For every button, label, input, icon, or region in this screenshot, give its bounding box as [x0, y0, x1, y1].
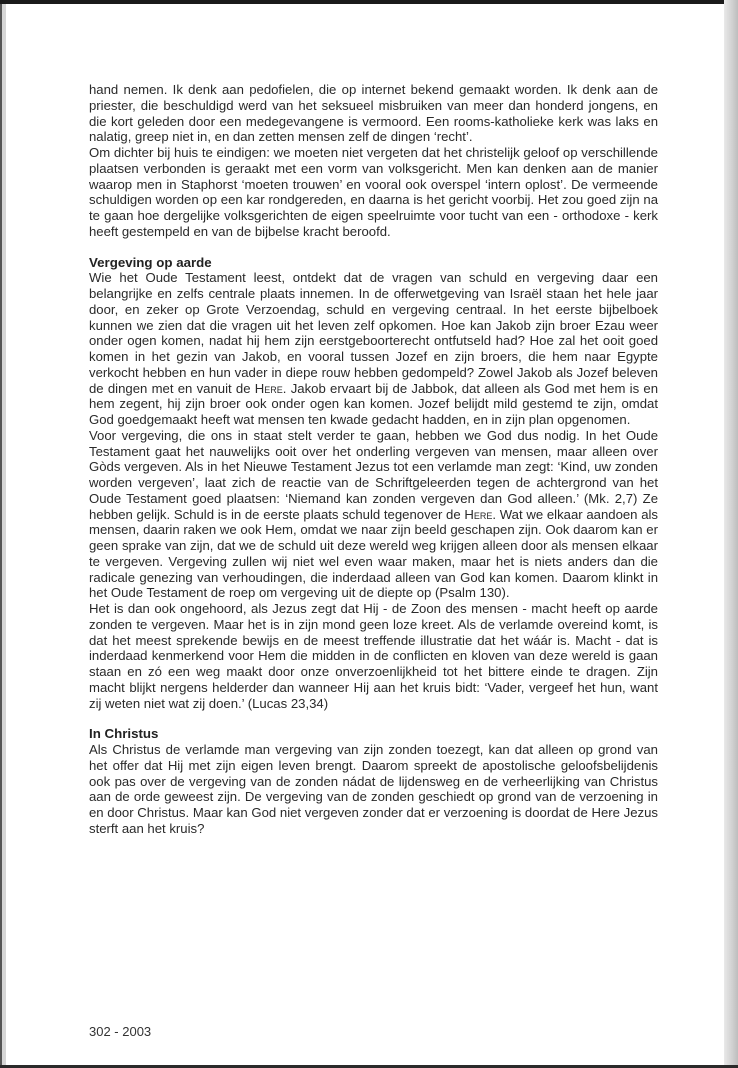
page-body	[89, 82, 658, 837]
scan-edge-left-line	[0, 0, 2, 1068]
scan-edge-right	[724, 0, 738, 1068]
scan-edge-top	[0, 0, 738, 4]
paragraph-volksgericht: Om dichter bij huis te eindigen: we moeten niet vergeten dat het christelijk geloof op verschillende plaatsen verbonden is geraakt met een vorm van volksgericht. Men kan denken aan de manier waarop men in Staphorst ‘moeten trouwen’ en vooral ook overspel ‘intern oplost’. De vermeende schuldigen worden op een kar rondgereden, en daarna is het gericht voorbij. Het zou goed zijn na te gaan hoe dergelijke volksgerichten de eigen speelruimte voor tucht van een - orthodoxe - kerk heeft gestempeld en van de bijbelse kracht beroofd.	[89, 145, 658, 239]
small-caps-here: Here	[464, 506, 493, 522]
heading-in-christus: In Christus	[89, 726, 159, 742]
paragraph-in-christus: Als Christus de verlamde man vergeving van zijn zonden toezegt, kan dat alleen op grond van het offer dat Hij met zijn eigen leven brengt. Daarom spreekt de apostolische geloofsbelijdenis ook pas over de vergeving van de zonden nádat de lijdensweg en de verheerlijking van Christus aan de orde geweest zijn. De vergeving van de zonden geschiedt op grond van de verzoening in en door Christus. Maar kan God niet vergeven zonder dat er verzoening is doordat de Here Jezus sterft aan het kruis?	[89, 742, 658, 836]
small-caps-here: Here	[254, 380, 283, 396]
paragraph-ongehoord: Het is dan ook ongehoord, als Jezus zegt dat Hij - de Zoon des mensen - macht heeft op aarde zonden te vergeven. Maar het is in zijn mond geen loze kreet. Als de verlamde overeind komt, is dat het meest sprekende bewijs en de meest treffende illustratie dat het wáár is. Macht - dat is inderdaad kenmerkend voor Hem die midden in de conflicten en kloven van deze wereld is gaan staan en zó een weg maakt door onze onverzoenlijkheid tot het bittere einde te dragen. Zijn macht blijkt nergens helderder dan wanneer Hij aan het kruis bidt: ‘Vader, vergeef het hun, want zij weten niet wat zij doen.’ (Lucas 23,34)	[89, 601, 658, 711]
heading-vergeving-op-aarde: Vergeving op aarde	[89, 254, 212, 270]
paragraph-oude-testament: Wie het Oude Testament leest, ontdekt dat de vragen van schuld en vergeving daar een belangrijke en zelfs centrale plaats innemen. In de offerwetgeving van Israël staan het hele jaar door, en zeker op Grote Verzoendag, schuld en vergeving centraal. In het eerste bijbelboek kunnen we zien dat die vragen uit het leven zelf opkomen. Hoe kan Jakob zijn broer Ezau weer onder ogen komen, nadat hij hem zijn eerstgeboorterecht ontfutseld had? Hoe zal het ooit goed komen in het gezin van Jakob, en vooral tussen Jozef en zijn broers, die hem naar Egypte verkocht hebben en hun vader in diepe rouw hebben gedompeld? Zowel Jakob als Jozef beleven de dingen met en vanuit de Here. Jakob ervaart bij de Jabbok, dat alleen als God met hem is en hem zegent, hij zijn broer ook onder ogen kan komen. Jozef belijdt mild gestemd te zijn, omdat God goedgemaakt heeft wat mensen ten kwade gedacht hadden, en in zijn plan opgenomen.	[89, 270, 659, 427]
paragraph-voor-vergeving: Voor vergeving, die ons in staat stelt verder te gaan, hebben we God dus nodig. In het Oude Testament gaat het nauwelijks ooit over het onderling vergeven van mensen, maar alleen over Gòds vergeven. Als in het Nieuwe Testament Jezus tot een verlamde man zegt: ‘Kind, uw zonden worden vergeven’, laat zich de reactie van de Schriftgeleerden tegen de achtergrond van het Oude Testament goed plaatsen: ‘Niemand kan zonden vergeven dan God alleen.’ (Mk. 2,7) Ze hebben gelijk. Schuld is in de eerste plaats schuld tegenover de Here. Wat we elkaar aandoen als mensen, daarin raken we ook Hem, omdat we naar zijn beeld geschapen zijn. Ook daarom kan er geen sprake van zijn, dat we de schuld uit deze wereld weg krijgen alleen door als mensen elkaar te vergeven. Vergeving zullen wij niet wel even waar maken, maar het is niets anders dan die radicale genezing van verhoudingen, die inderdaad alleen van God kan komen. Daarom klinkt in het Oude Testament de roep om vergeving uit de diepte op (Psalm 130).	[89, 427, 658, 601]
paragraph-pedofielen: hand nemen. Ik denk aan pedofielen, die op internet bekend gemaakt worden. Ik denk aan de priester, die beschuldigd werd van het seksueel misbruiken van meer dan honderd jongens, en die kort geleden door een medegevangene is vermoord. Een rooms-katholieke kerk was laks en nalatig, greep niet in, en dan zetten mensen zelf de dingen ‘recht’.	[89, 82, 658, 145]
page-number: 302 - 2003	[89, 1024, 152, 1039]
